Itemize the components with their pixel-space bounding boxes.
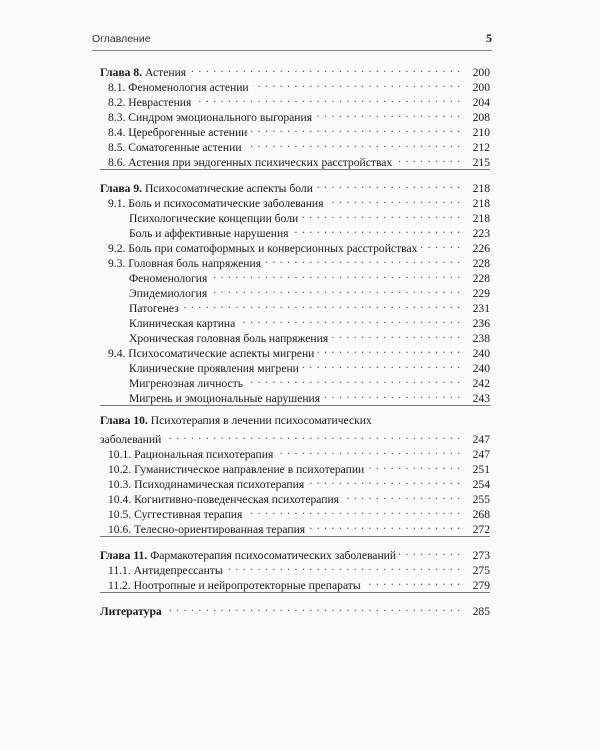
leader-dots	[317, 342, 461, 357]
page-ref: 200	[472, 66, 490, 79]
entry-title: 11.1. Антидепрессанты	[108, 564, 223, 577]
leader-dots	[301, 207, 461, 222]
chapter-title: Психосоматические аспекты боли	[144, 182, 313, 195]
toc-entry[interactable]	[100, 267, 490, 285]
leader-dots	[245, 503, 461, 518]
toc-entry[interactable]	[100, 91, 490, 109]
chapter-11	[100, 544, 490, 593]
toc-entry[interactable]	[100, 443, 490, 461]
toc-entry[interactable]	[100, 574, 490, 592]
toc-entry[interactable]	[100, 222, 490, 240]
entry-title: Боль и аффективные нарушения	[129, 227, 289, 240]
leader-dots	[182, 297, 461, 312]
entry-title: 10.2. Гуманистическое направление в психотерапии	[108, 463, 365, 476]
toc-entry[interactable]	[100, 151, 490, 169]
section-title: Оглавление	[92, 33, 151, 45]
page-ref: 231	[472, 302, 490, 315]
page-ref: 254	[472, 478, 490, 491]
leader-dots	[420, 237, 461, 252]
page-ref: 240	[472, 347, 490, 360]
entry-title: Клиническая картина	[129, 317, 236, 330]
toc-entry[interactable]	[100, 106, 490, 124]
toc-entry[interactable]	[100, 503, 490, 521]
page-ref: 240	[472, 362, 490, 375]
page-ref: 215	[472, 156, 490, 169]
page-ref: 218	[472, 212, 490, 225]
page-ref: 247	[472, 448, 490, 461]
leader-dots	[246, 372, 461, 387]
toc-entry[interactable]	[100, 473, 490, 491]
chapter-8	[100, 61, 490, 170]
page-ref: 210	[472, 126, 490, 139]
entry-title: Патогенез	[129, 302, 179, 315]
leader-dots	[264, 252, 461, 267]
toc-entry[interactable]	[100, 458, 490, 476]
leader-dots	[226, 559, 461, 574]
toc-entry[interactable]	[100, 327, 490, 345]
toc-entry[interactable]	[100, 297, 490, 315]
leader-dots	[302, 357, 461, 372]
page-ref: 228	[472, 257, 490, 270]
entry-title: 8.3. Синдром эмоционального выгорания	[108, 111, 313, 124]
toc-entry[interactable]	[100, 136, 490, 154]
entry-title: 9.2. Боль при соматоформных и конверсионных расстройствах	[108, 242, 418, 255]
chapter-10	[100, 413, 490, 537]
leader-dots	[252, 76, 461, 91]
leader-dots	[210, 267, 461, 282]
leader-dots	[250, 121, 461, 136]
page-ref: 223	[472, 227, 490, 240]
leader-dots	[164, 428, 461, 443]
leader-dots	[238, 312, 461, 327]
entry-title: 8.1. Феноменология астении	[108, 81, 249, 94]
toc-entry[interactable]	[100, 372, 490, 390]
toc-entry[interactable]	[100, 559, 490, 577]
entry-title: 8.5. Соматогенные астении	[108, 141, 242, 154]
page-ref: 272	[472, 523, 490, 536]
chapter-label: Глава 11.	[100, 549, 148, 562]
page-ref: 226	[472, 242, 490, 255]
leader-dots	[210, 282, 461, 297]
toc-entry[interactable]	[100, 76, 490, 94]
toc-entry[interactable]	[100, 312, 490, 330]
leader-dots	[308, 518, 461, 533]
entry-title: 9.1. Боль и психосоматические заболевания	[108, 197, 324, 210]
chapter-label: Глава 10.	[100, 414, 148, 427]
page-ref: 218	[472, 197, 490, 210]
entry-title: 10.3. Психодинамическая психотерапия	[108, 478, 305, 491]
toc-entry[interactable]	[100, 518, 490, 536]
chapter-label: Глава 9.	[100, 182, 143, 195]
toc-entry-chapter-9[interactable]	[100, 177, 490, 195]
running-header	[92, 33, 492, 51]
leader-dots	[307, 473, 461, 488]
page-ref: 204	[472, 96, 490, 109]
toc-entry-literature[interactable]	[100, 600, 490, 618]
leader-dots	[292, 222, 462, 237]
toc-entry[interactable]	[100, 488, 490, 506]
toc-entry-chapter-8[interactable]	[100, 61, 490, 79]
chapter-9	[100, 177, 490, 406]
page-ref: 208	[472, 111, 490, 124]
entry-title: 10.1. Рациональная психотерапия	[108, 448, 274, 461]
toc-entry[interactable]	[100, 237, 490, 255]
leader-dots	[316, 177, 461, 192]
toc-entry[interactable]	[100, 357, 490, 375]
leader-dots	[189, 61, 461, 76]
entry-title: 8.4. Цереброгенные астении	[108, 126, 248, 139]
page-ref: 279	[472, 579, 490, 592]
page-ref: 251	[472, 463, 490, 476]
toc-entry[interactable]	[100, 121, 490, 139]
entry-title: Феноменология	[129, 272, 208, 285]
leader-dots	[326, 192, 461, 207]
entry-title: Эпидемиология	[129, 287, 208, 300]
page-ref: 212	[472, 141, 490, 154]
toc-entry[interactable]	[100, 207, 490, 225]
leader-dots	[331, 327, 461, 342]
table-of-contents	[100, 61, 490, 625]
page-number: 5	[486, 31, 492, 45]
toc-entry-chapter-11[interactable]	[100, 544, 490, 562]
leader-dots	[315, 106, 461, 121]
entry-title: 10.5. Суггестивная терапия	[108, 508, 243, 521]
entry-title: Психологические концепции боли	[129, 212, 299, 225]
chapter-title-line2: заболеваний	[100, 433, 162, 446]
entry-title: 8.6. Астения при эндогенных психических расстройствах	[108, 156, 393, 169]
entry-title: Мигренозная личность	[129, 377, 243, 390]
toc-entry[interactable]	[100, 252, 490, 270]
page-ref: 247	[472, 433, 490, 446]
chapter-title: Фармакотерапия психосоматических заболеваний	[150, 549, 397, 562]
entry-title: 11.2. Ноотропные и нейропротекторные препараты	[108, 579, 361, 592]
page-ref: 275	[472, 564, 490, 577]
entry-title: 8.2. Неврастения	[108, 96, 192, 109]
leader-dots	[342, 488, 461, 503]
toc-entry-chapter-10-cont[interactable]	[100, 428, 490, 446]
toc-entry[interactable]	[100, 192, 490, 210]
entry-title: 10.6. Телесно-ориентированная терапия	[108, 523, 306, 536]
entry-title: 10.4. Когнитивно-поведенческая психотерапия	[108, 493, 340, 506]
chapter-label: Глава 8.	[100, 66, 143, 79]
page-ref: 242	[472, 377, 490, 390]
page-ref: 268	[472, 508, 490, 521]
leader-dots	[323, 387, 461, 402]
page-ref: 229	[472, 287, 490, 300]
entry-title: 9.4. Психосоматические аспекты мигрени	[108, 347, 315, 360]
leader-dots	[194, 91, 461, 106]
leader-dots	[276, 443, 461, 458]
entry-title: 9.3. Головная боль напряжения	[108, 257, 262, 270]
toc-entry-chapter-10[interactable]	[100, 413, 490, 428]
page-ref: 238	[472, 332, 490, 345]
leader-dots	[399, 544, 461, 559]
page-ref: 273	[472, 549, 490, 562]
literature-label: Литература	[100, 605, 162, 618]
leader-dots	[165, 600, 461, 615]
page-ref: 243	[472, 392, 490, 405]
entry-title: Мигрень и эмоциональные нарушения	[129, 392, 321, 405]
page-ref: 228	[472, 272, 490, 285]
literature-section	[100, 600, 490, 618]
toc-entry[interactable]	[100, 387, 490, 405]
chapter-title: Астения	[144, 66, 187, 79]
entry-title: Клинические проявления мигрени	[129, 362, 299, 375]
page-ref: 236	[472, 317, 490, 330]
toc-entry[interactable]	[100, 282, 490, 300]
page-ref: 255	[472, 493, 490, 506]
page-ref: 200	[472, 81, 490, 94]
leader-dots	[245, 136, 461, 151]
page-ref: 285	[472, 605, 490, 618]
leader-dots	[395, 151, 461, 166]
toc-entry[interactable]	[100, 342, 490, 360]
chapter-title-line1: Психотерапия в лечении психосоматических	[150, 414, 372, 427]
page-ref: 218	[472, 182, 490, 195]
entry-title: Хроническая головная боль напряжения	[129, 332, 329, 345]
leader-dots	[364, 574, 461, 589]
leader-dots	[367, 458, 461, 473]
header-rule	[92, 50, 492, 51]
